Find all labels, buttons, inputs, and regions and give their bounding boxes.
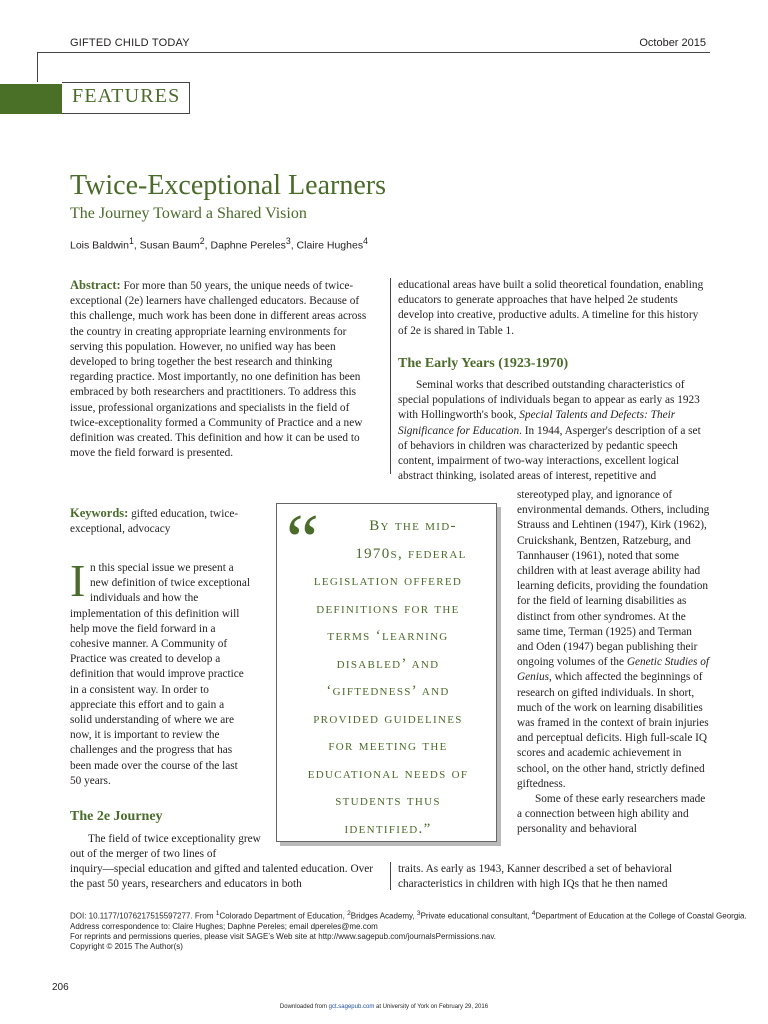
author-name: Claire Hughes (296, 239, 364, 252)
pull-quote-line: for meeting the (328, 738, 448, 754)
column-rule (390, 278, 391, 474)
paragraph-early-years (398, 378, 710, 484)
paragraph-kanner: traits. As early as 1943, Kanner described a set of behavioral characteristics in children with high IQs that he then named (398, 863, 673, 891)
affiliation-sup: 4 (531, 910, 536, 917)
affiliation-sup: 3 (416, 910, 421, 917)
intro-line: challenges and the progress that has (70, 744, 233, 757)
author-list: Lois Baldwin$^1$, Susan Baum$^2$, Daphne Pereles$^3$, Claire Hughes$^4$ (70, 236, 368, 252)
intro-line: appreciate this effort and to gain a (70, 698, 225, 711)
pull-quote-line: identified.” (344, 820, 432, 837)
download-suffix: at University of York on February 29, 2016 (374, 1004, 489, 1010)
author-sup: 1 (128, 236, 134, 246)
section-heading-early-years: The Early Years (1923-1970) (398, 356, 569, 371)
keywords-text: gifted education, twice-exceptional, advocacy (70, 508, 239, 536)
section-color-bar (0, 84, 62, 114)
pull-quote-line: By the mid- (369, 518, 457, 534)
column-rule-bottom (390, 862, 391, 890)
pull-quote-line: ‘giftedness’ and (326, 683, 450, 699)
quote-mark-icon: “ (286, 500, 319, 582)
page-number: 206 (52, 982, 69, 993)
reprints-note: For reprints and permissions queries, please visit SAGE’s Web site at http://www.sagepub.com/journalsPermissions.nav. (70, 932, 496, 942)
intro-line: 50 years. (70, 774, 111, 787)
author-sup: 4 (363, 236, 368, 246)
abstract-text: For more than 50 years, the unique needs of twice-exceptional (2e) learners have challenged educators. Because of this challenge, much work has been done in different areas across the country in creating appropriate learning environments for serving this population. However, no unified way has been developed to bring together the best research and thinking regarding practice. Most importantly, no one definition has been embraced by both researchers and practitioners. To address this issue, professional organizations and specialists in the field of twice-exceptionality formed a Community of Practice and a new definition was created. This definition and how it can be used to move the field forward is presented. (70, 280, 367, 460)
intro-line: been made over the course of the last (70, 759, 238, 772)
early-text-2: . In 1944, Asperger's description of a set of behaviors in children was characterized by pedantic speech content, impairment of two-way interactions, excellent logical abstract thinking, isolated areas of interest, repetitive and (398, 424, 701, 483)
download-notice (0, 1004, 768, 1010)
affiliation: Colorado Department of Education, (219, 911, 348, 921)
keywords-label: Keywords: (70, 506, 129, 520)
author-sup: 2 (199, 236, 205, 246)
download-prefix: Downloaded from (279, 1004, 329, 1010)
issue-date: October 2015 (639, 37, 706, 49)
abstract (70, 278, 375, 461)
pull-quote-line: disabled’ and (336, 655, 440, 672)
pull-quote-line: definitions for the (316, 600, 460, 617)
author-name: Susan Baum (139, 239, 200, 252)
author-sup: 3 (285, 236, 291, 246)
keywords (70, 506, 270, 537)
drop-cap: I (70, 555, 86, 606)
paragraph-2e-journey: The field of twice exceptionality grew out of the merger of two lines of (70, 833, 261, 861)
pull-quote-line: legislation offered (313, 573, 463, 589)
author-name: Daphne Pereles (210, 239, 286, 252)
paragraph-early-years-wrap (517, 488, 710, 838)
intro-line: individuals and how the (90, 592, 199, 605)
intro-line: in a consistent way. In order to (70, 683, 209, 696)
intro-line: now, it is important to review the (70, 729, 220, 742)
abstract-label: Abstract: (70, 278, 121, 292)
column2-paragraph: educational areas have built a solid theoretical foundation, enabling educators to generate approaches that have helped 2e students develop into creative, productive adults. A timeline for this history of 2e is shared in Table 1. (398, 279, 704, 337)
pull-quote-line: provided guidelines (313, 710, 463, 727)
copyright: Copyright © 2015 The Author(s) (70, 942, 183, 952)
pull-quote-line: educational needs of (307, 765, 469, 782)
affiliation: Bridges Academy, (350, 911, 417, 921)
header-rule (37, 52, 710, 53)
pull-quote (286, 513, 490, 843)
early-text-3: stereotyped play, and ignorance of environmental demands. Others, including Strauss and Lehtinen (1947), Kirk (1962), Cruickshank, Bentzen, Ratzeburg, and Tannhauser (1961), noted that some children with at least average ability had learning deficits, providing the foundation for the field of learning disabilities as distinct from other syndromes. At the same time, Terman (1925) and Terman and Oden (1947) began publishing their ongoing volumes of the (517, 489, 710, 669)
article-subtitle: The Journey Toward a Shared Vision (70, 205, 307, 222)
intro-line: cohesive manner. A Community of (70, 638, 228, 651)
intro-line: definition that would improve practice (70, 668, 244, 681)
journal-link[interactable]: gct.sagepub.com (328, 1004, 375, 1010)
book-title: Special Talents and Defects: Their Significance for Education (398, 409, 676, 437)
affiliation-sup: 1 (215, 910, 220, 917)
header-vertical-rule (37, 52, 38, 82)
intro-line: help move the field forward in a (70, 622, 216, 635)
intro-line: new definition of twice exceptional (90, 577, 250, 590)
correspondence: Address correspondence to: Claire Hughes; Daphne Pereles; email dpereles@me.com (70, 921, 378, 931)
pull-quote-line: students thus (335, 793, 441, 809)
author-name: Lois Baldwin (70, 239, 129, 252)
journal-name: GIFTED CHILD TODAY (70, 37, 190, 49)
affiliation-sup: 2 (347, 910, 351, 917)
intro-line: implementation of this definition will (70, 607, 240, 620)
section-label: FEATURES (72, 85, 181, 107)
affiliation: Private educational consultant, (420, 911, 532, 921)
doi: DOI: 10.1177/1076217515597277. From (70, 911, 216, 921)
early-text-4: , which affected the beginnings of research on gifted individuals. In short, much of the work on learning disabilities was framed in the context of brain injuries and perceptual deficits. High full-scale IQ scores and academic achievement in school, on the other hand, strictly defined giftedness. (517, 671, 709, 790)
section-heading-2e-journey: The 2e Journey (70, 809, 163, 824)
pull-quote-line: terms ‘learning (327, 628, 449, 644)
pull-quote-line: 1970s, federal (355, 545, 467, 562)
early-text-5: Some of these early researchers made a connection between high ability and personality and behavioral (517, 793, 706, 836)
intro-line: n this special issue we present a (90, 562, 234, 574)
series-title: Genetic Studies of Genius (517, 656, 710, 684)
doi-affiliations (70, 909, 747, 922)
intro-paragraph (70, 561, 270, 789)
paragraph-2e-journey-continued: inquiry—special education and gifted and talented education. Over the past 50 years, researchers and educators in both (70, 863, 374, 891)
intro-line: solid understanding of where we are (70, 714, 235, 727)
affiliation: Department of Education at the College of Coastal Georgia. (535, 911, 747, 921)
early-text-1: Seminal works that described outstanding characteristics of special populations of individuals began to appear as early as 1923 with Hollingworth's book, (398, 379, 700, 422)
intro-line: Practice was created to develop a (70, 653, 221, 666)
article-title: Twice-Exceptional Learners (70, 170, 386, 201)
footnotes (70, 909, 747, 952)
